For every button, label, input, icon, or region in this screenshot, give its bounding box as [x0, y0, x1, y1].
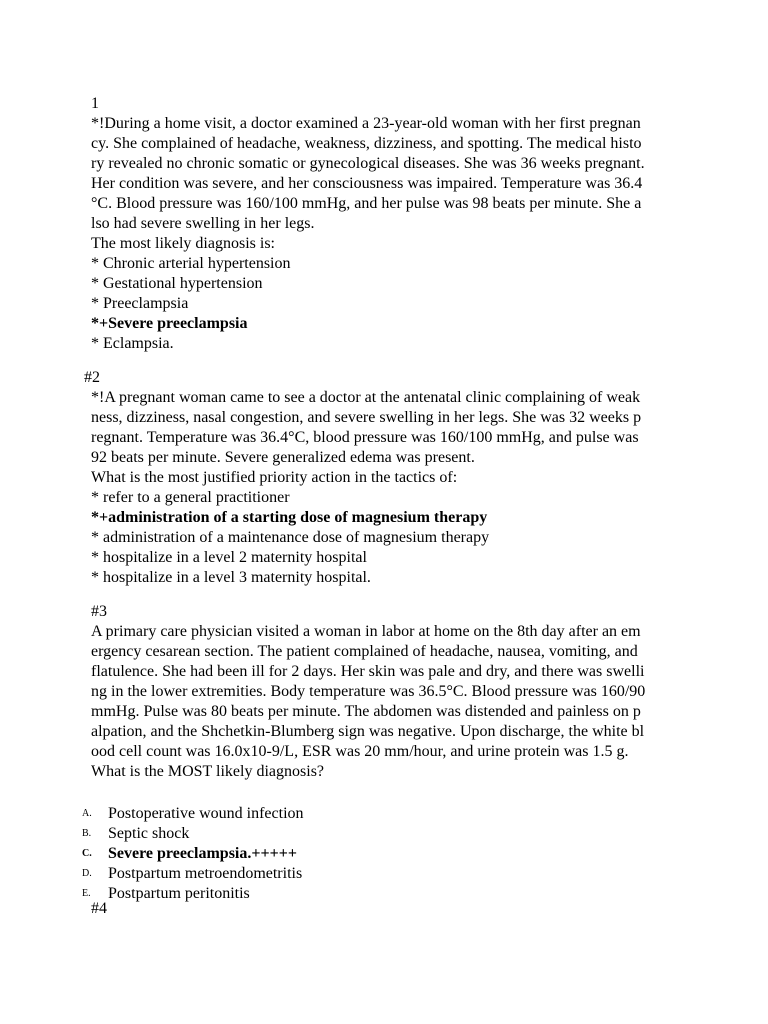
lettered-options	[58, 784, 304, 902]
option-text: Postoperative wound infection	[108, 805, 304, 822]
question-text-line: ood cell count was 16.0x10-9/L, ESR was 20 mm/hour, and urine protein was 1.5 g.	[91, 743, 629, 760]
option-letter: A.	[82, 808, 92, 819]
option-letter: B.	[82, 828, 92, 839]
option-letter: D.	[82, 868, 92, 879]
answer-option: * administration of a maintenance dose of magnesium therapy	[91, 529, 490, 546]
correct-answer-option: *+administration of a starting dose of magnesium therapy	[91, 509, 488, 526]
question-text-line: ergency cesarean section. The patient complained of headache, nausea, vomiting, and	[91, 643, 638, 660]
question-3	[91, 602, 691, 782]
option-text: Septic shock	[108, 825, 190, 842]
answer-option	[58, 784, 304, 822]
question-prompt: What is the MOST likely diagnosis?	[91, 763, 325, 780]
option-text: Severe preeclampsia.+++++	[108, 845, 297, 862]
answer-option: * Preeclampsia	[91, 295, 189, 312]
option-letter: C.	[82, 848, 92, 859]
answer-option: * Chronic arterial hypertension	[91, 255, 291, 272]
question-text-line: flatulence. She had been ill for 2 days. Her skin was pale and dry, and there was swelli	[91, 663, 645, 680]
question-text-line: cy. She complained of headache, weakness, dizziness, and spotting. The medical histo	[91, 135, 642, 152]
correct-answer-option: *+Severe preeclampsia	[91, 315, 248, 332]
question-number: #3	[91, 603, 107, 620]
option-letter: E.	[82, 888, 91, 899]
answer-option: * refer to a general practitioner	[91, 489, 290, 506]
question-number: 1	[91, 95, 99, 112]
question-prompt: What is the most justified priority action in the tactics of:	[91, 469, 458, 486]
answer-option: * Eclampsia.	[91, 335, 174, 352]
question-text-line: Her condition was severe, and her consciousness was impaired. Temperature was 36.4	[91, 175, 643, 192]
question-text-line: lso had severe swelling in her legs.	[91, 215, 315, 232]
question-text-line: alpation, and the Shchetkin-Blumberg sign was negative. Upon discharge, the white bl	[91, 723, 645, 740]
question-text-line: *!A pregnant woman came to see a doctor at the antenatal clinic complaining of weak	[91, 389, 641, 406]
answer-option: * hospitalize in a level 3 maternity hospital.	[91, 569, 371, 586]
question-text-line: ness, dizziness, nasal congestion, and severe swelling in her legs. She was 32 weeks p	[91, 409, 642, 426]
question-text-line: *!During a home visit, a doctor examined a 23-year-old woman with her first pregnan	[91, 115, 641, 132]
question-1	[91, 94, 691, 354]
question-text-line: °C. Blood pressure was 160/100 mmHg, and her pulse was 98 beats per minute. She a	[91, 195, 642, 212]
question-prompt: The most likely diagnosis is:	[91, 235, 275, 252]
answer-option: * Gestational hypertension	[91, 275, 263, 292]
question-2	[91, 388, 691, 588]
option-text: Postpartum peritonitis	[108, 885, 250, 902]
option-text: Postpartum metroendometritis	[108, 865, 303, 882]
question-text-line: ry revealed no chronic somatic or gynecological diseases. She was 36 weeks pregnant.	[91, 155, 645, 172]
question-text-line: ng in the lower extremities. Body temperature was 36.5°C. Blood pressure was 160/90	[91, 683, 646, 700]
question-number: #4	[91, 900, 107, 917]
question-text-line: A primary care physician visited a woman in labor at home on the 8th day after an em	[91, 623, 641, 640]
answer-option: * hospitalize in a level 2 maternity hospital	[91, 549, 367, 566]
question-text-line: mmHg. Pulse was 80 beats per minute. The abdomen was distended and painless on p	[91, 703, 641, 720]
question-text-line: regnant. Temperature was 36.4°C, blood pressure was 160/100 mmHg, and pulse was	[91, 429, 639, 446]
question-number: #2	[84, 369, 100, 386]
question-4	[91, 899, 691, 919]
question-text-line: 92 beats per minute. Severe generalized edema was present.	[91, 449, 475, 466]
